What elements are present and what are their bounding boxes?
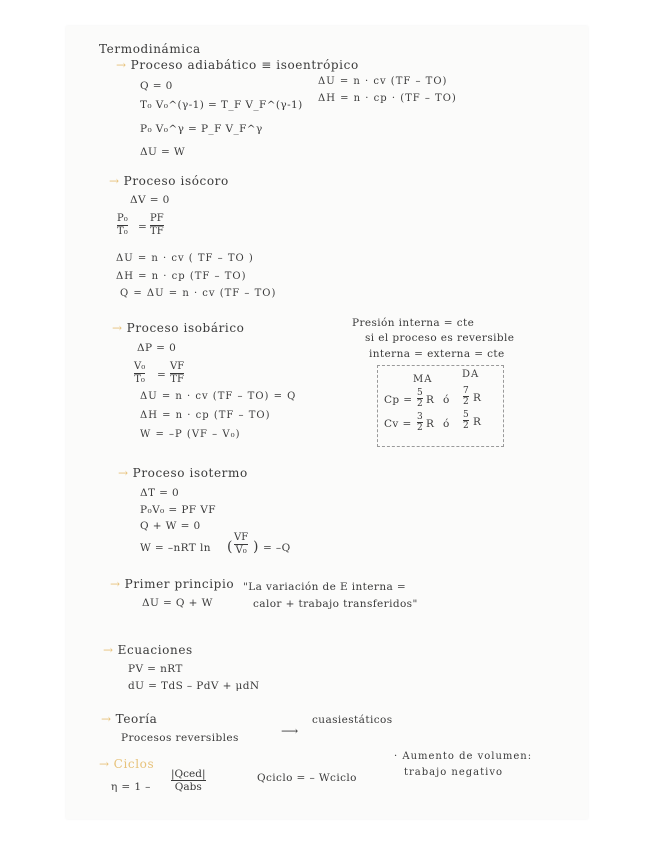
frac-num: V₀ <box>134 361 146 372</box>
arrow-icon: → <box>112 321 123 335</box>
adiabatic-heading <box>116 59 359 71</box>
isobaric-frac-left <box>134 361 145 385</box>
adiabatic-eq4: ΔU = W <box>140 146 186 158</box>
isobaric-frac-right <box>170 361 184 385</box>
theory-right: cuasiestáticos <box>312 714 393 726</box>
isobaric-eq1: ΔP = 0 <box>137 342 177 354</box>
theory-left: Procesos reversibles <box>121 732 239 744</box>
arrow-icon: → <box>110 577 121 591</box>
cv-ma-r: R <box>426 418 435 430</box>
cp-da-frac <box>463 386 469 408</box>
frac-den: Qabs <box>174 781 202 794</box>
isothermal-heading <box>118 467 248 479</box>
frac-den: 2 <box>463 421 469 432</box>
frac-den: T₀ <box>117 225 128 237</box>
isochoric-eq1: ΔV = 0 <box>130 194 170 206</box>
cycles-heading-text: Ciclos <box>113 757 155 771</box>
isothermal-eq2: P₀V₀ = PF VF <box>140 504 216 516</box>
frac-den: 2 <box>463 397 469 408</box>
isobaric-eq4: ΔH = n · cp (TF – TO) <box>140 410 271 421</box>
equations-heading <box>103 644 193 656</box>
frac-num: P₀ <box>117 213 128 224</box>
frac-den: TF <box>170 373 184 385</box>
frac-num: PF <box>150 213 164 224</box>
isothermal-heading-text: Proceso isotermo <box>132 466 248 480</box>
cp-ma-frac <box>417 388 423 410</box>
frac-num: 7 <box>463 386 469 396</box>
frac-num: VF <box>170 361 185 372</box>
arrow-icon: → <box>116 58 127 72</box>
note-line1: Presión interna = cte <box>352 317 475 329</box>
frac-den: T₀ <box>134 373 145 385</box>
isobaric-eq5: W = –P (VF – V₀) <box>140 429 241 440</box>
cv-ma-frac <box>417 412 423 434</box>
paren-close: ) <box>253 539 259 555</box>
equations-heading-text: Ecuaciones <box>117 643 193 657</box>
cv-or: ó <box>443 418 450 430</box>
equals-sign: = <box>157 369 167 381</box>
theory-heading <box>101 713 157 725</box>
isobaric-eq3: ΔU = n · cv (TF – TO) = Q <box>140 391 297 402</box>
arrow-icon: → <box>99 757 110 771</box>
cv-da-r: R <box>473 416 482 428</box>
frac-den: 2 <box>417 399 423 410</box>
isothermal-eq1: ΔT = 0 <box>140 487 180 499</box>
isothermal-frac <box>234 532 248 556</box>
isochoric-heading <box>109 175 229 187</box>
adiabatic-eq6: ΔH = n · cp · (TF – TO) <box>318 93 457 104</box>
cv-da-frac <box>463 410 469 432</box>
cycles-note2: trabajo negativo <box>404 767 504 778</box>
isobaric-heading <box>112 322 245 334</box>
arrow-icon: → <box>118 466 129 480</box>
note-line2: si el proceso es reversible <box>365 332 515 344</box>
heat-capacity-box <box>377 365 504 447</box>
isochoric-eq3: ΔU = n · cv ( TF – TO ) <box>116 253 254 264</box>
arrow-icon: → <box>101 712 112 726</box>
first-law-heading-text: Primer principio <box>124 577 235 591</box>
frac-den: V₀ <box>235 544 247 556</box>
adiabatic-eq2: T₀ V₀^(γ-1) = T_F V_F^(γ-1) <box>140 99 303 111</box>
note-line3: interna = externa = cte <box>369 348 505 360</box>
cycles-eta: η = 1 – <box>111 781 151 793</box>
first-law-quote2: calor + trabajo transferidos" <box>253 598 418 610</box>
right-arrow-icon: ⟶ <box>281 724 299 738</box>
cv-label: Cv = <box>384 418 412 430</box>
adiabatic-eq1: Q = 0 <box>140 80 173 92</box>
frac-den: TF <box>150 225 164 237</box>
col-ma: MA <box>413 374 433 385</box>
isochoric-eq4: ΔH = n · cp (TF – TO) <box>116 271 247 282</box>
isobaric-heading-text: Proceso isobárico <box>126 321 245 335</box>
isochoric-heading-text: Proceso isócoro <box>123 174 229 188</box>
notebook-page <box>66 26 588 819</box>
cp-da-r: R <box>473 392 482 404</box>
paren-open: ( <box>227 539 233 555</box>
cycles-qcycle: Qciclo = – Wciclo <box>257 772 357 784</box>
arrow-icon: → <box>109 174 120 188</box>
efficiency-frac <box>171 768 206 793</box>
frac-num: |Qced| <box>171 768 206 780</box>
adiabatic-heading-text: Proceso adiabático ≡ isoentrópico <box>130 58 359 72</box>
theory-heading-text: Teoría <box>115 712 158 726</box>
cycles-note1: · Aumento de volumen: <box>394 751 533 762</box>
page-title: Termodinámica <box>99 42 201 56</box>
isothermal-eq3: Q + W = 0 <box>140 520 201 532</box>
cycles-heading <box>99 758 154 770</box>
cp-ma-r: R <box>426 394 435 406</box>
frac-den: 2 <box>417 423 423 434</box>
first-law-heading <box>110 578 234 590</box>
first-law-eq: ΔU = Q + W <box>142 597 213 609</box>
arrow-icon: → <box>103 643 114 657</box>
adiabatic-eq5: ΔU = n · cv (TF – TO) <box>318 76 448 87</box>
frac-num: 3 <box>417 412 423 422</box>
isochoric-frac-left <box>117 213 128 237</box>
first-law-quote1: "La variación de E interna = <box>243 581 407 593</box>
equations-eq2: dU = TdS – PdV + μdN <box>128 680 260 692</box>
isochoric-frac-right <box>150 213 164 237</box>
isothermal-eq4-post: = –Q <box>263 542 291 554</box>
cp-label: Cp = <box>384 394 413 406</box>
col-da: DA <box>462 369 480 380</box>
frac-num: VF <box>234 532 249 543</box>
frac-num: 5 <box>417 388 423 398</box>
isothermal-eq4-pre: W = –nRT ln <box>140 542 211 554</box>
equals-sign: = <box>138 221 148 233</box>
equations-eq1: PV = nRT <box>128 663 183 675</box>
isochoric-eq5: Q = ΔU = n · cv (TF – TO) <box>120 288 277 299</box>
adiabatic-eq3: P₀ V₀^γ = P_F V_F^γ <box>140 123 263 135</box>
frac-num: 5 <box>463 410 469 420</box>
cp-or: ó <box>443 394 450 406</box>
